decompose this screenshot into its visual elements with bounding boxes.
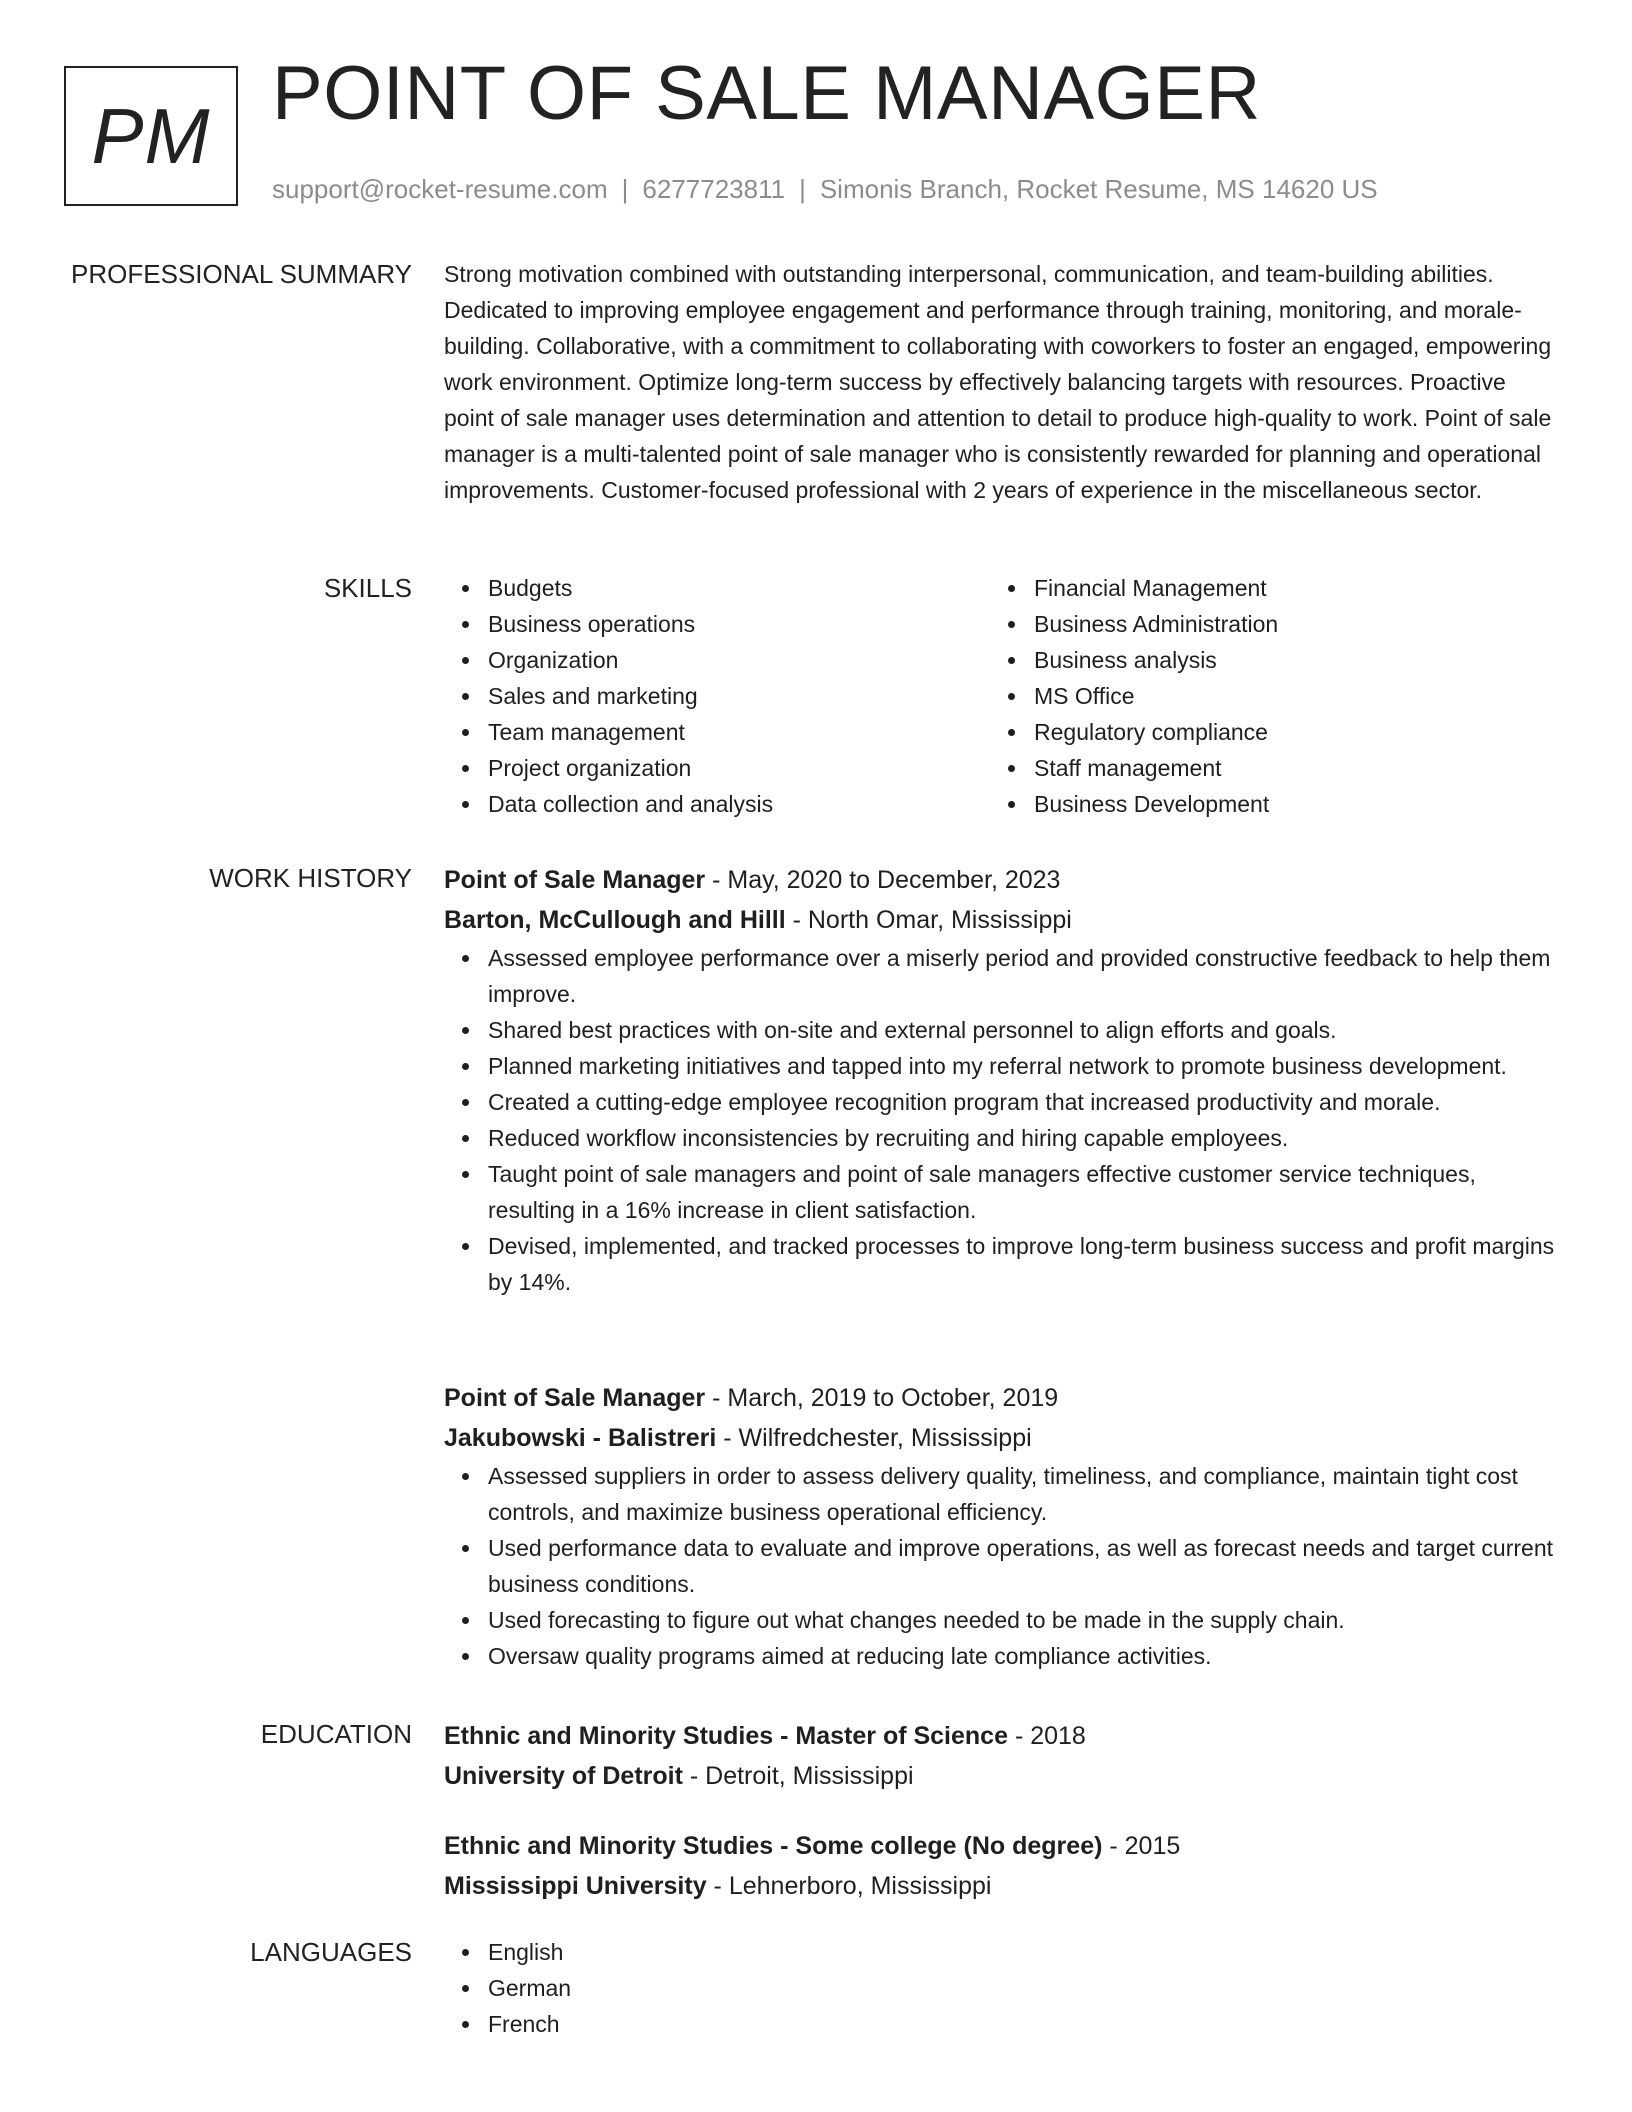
skill-item: Budgets [488, 570, 990, 606]
skill-item: Financial Management [1034, 570, 1536, 606]
contact-address: Simonis Branch, Rocket Resume, MS 14620 US [819, 174, 1378, 204]
skill-item: Organization [488, 642, 990, 678]
education-year: - 2018 [1008, 1722, 1086, 1750]
contact-separator: | [621, 174, 629, 204]
skill-item: Staff management [1034, 750, 1536, 786]
education-school: Mississippi University [444, 1872, 707, 1900]
education-school: University of Detroit [444, 1762, 683, 1790]
education-entry [444, 1826, 1560, 1906]
job-duty: Oversaw quality programs aimed at reducing late compliance activities. [488, 1638, 1560, 1674]
job-location: - Wilfredchester, Mississippi [716, 1424, 1032, 1452]
job-duty: Used performance data to evaluate and improve operations, as well as forecast needs and target current business conditions. [488, 1530, 1560, 1602]
job-company: Barton, McCullough and Hilll [444, 906, 786, 934]
summary-label: PROFESSIONAL SUMMARY [71, 259, 412, 289]
work-history-body-2 [444, 1378, 1560, 1674]
language-item: English [488, 1934, 1560, 1970]
job-title: Point of Sale Manager [444, 866, 706, 894]
contact-phone: 6277723811 [642, 174, 786, 204]
job-title: Point of Sale Manager [444, 1384, 706, 1412]
skills-body [444, 570, 1560, 822]
job-dates: - May, 2020 to December, 2023 [705, 866, 1061, 894]
skill-item: MS Office [1034, 678, 1536, 714]
job-duty: Reduced workflow inconsistencies by recruiting and hiring capable employees. [488, 1120, 1560, 1156]
job-duty: Taught point of sale managers and point of sale managers effective customer service techniques, resulting in a 16% increase in client satisfaction. [488, 1156, 1560, 1228]
skills-column-left [444, 570, 990, 822]
work-history-body [444, 860, 1560, 1300]
skills-label: SKILLS [323, 573, 412, 603]
job-title-line [444, 1378, 1560, 1418]
monogram-logo: PM [64, 66, 238, 206]
skill-item: Business Administration [1034, 606, 1536, 642]
job-duty: Used forecasting to figure out what changes needed to be made in the supply chain. [488, 1602, 1560, 1638]
job-duties-list [444, 1458, 1560, 1674]
education-degree-line [444, 1716, 1560, 1756]
education-degree: Ethnic and Minority Studies - Some college (No degree) [444, 1832, 1103, 1860]
job-duty: Assessed suppliers in order to assess delivery quality, timeliness, and compliance, maintain tight cost controls, and maximize business operational efficiency. [488, 1458, 1560, 1530]
skill-item: Project organization [488, 750, 990, 786]
summary-body [444, 256, 1560, 508]
skills-grid [444, 570, 1560, 822]
education-label: EDUCATION [260, 1719, 412, 1749]
job-company-line [444, 1418, 1560, 1458]
page-title: POINT OF SALE MANAGER [272, 51, 1261, 136]
language-item: German [488, 1970, 1560, 2006]
job-title-line [444, 860, 1560, 900]
skills-list-right [990, 570, 1536, 822]
education-location: - Lehnerboro, Mississippi [706, 1872, 992, 1900]
job-duties-list [444, 940, 1560, 1300]
job-duty: Planned marketing initiatives and tapped into my referral network to promote business development. [488, 1048, 1560, 1084]
skill-item: Team management [488, 714, 990, 750]
job-duty: Created a cutting-edge employee recognition program that increased productivity and morale. [488, 1084, 1560, 1120]
education-degree: Ethnic and Minority Studies - Master of Science [444, 1722, 1008, 1750]
education-entry [444, 1716, 1560, 1796]
languages-body [444, 1934, 1560, 2042]
job-duty: Assessed employee performance over a miserly period and provided constructive feedback to help them improve. [488, 940, 1560, 1012]
skills-list-left [444, 570, 990, 822]
summary-text: Strong motivation combined with outstanding interpersonal, communication, and team-building abilities. Dedicated to improving employee engagement and performance through training, monitoring, and morale-building. Collaborative, with a commitment to collaborating with coworkers to foster an engaged, empowering work environment. Optimize long-term success by effectively balancing targets with resources. Proactive point of sale manager uses determination and attention to detail to produce high-quality to work. Point of sale manager is a multi-talented point of sale manager who is consistently rewarded for planning and operational improvements. Customer-focused professional with 2 years of experience in the miscellaneous sector. [444, 261, 1552, 503]
contact-line [272, 174, 1378, 205]
contact-separator: | [799, 174, 806, 204]
skills-column-right [990, 570, 1536, 822]
skill-item: Business operations [488, 606, 990, 642]
languages-list [444, 1934, 1560, 2042]
skill-item: Regulatory compliance [1034, 714, 1536, 750]
work-history-label: WORK HISTORY [209, 863, 412, 893]
job-company: Jakubowski - Balistreri [444, 1424, 717, 1452]
job-dates: - March, 2019 to October, 2019 [705, 1384, 1059, 1412]
contact-email: support@rocket-resume.com [272, 174, 608, 204]
job-location: - North Omar, Mississippi [785, 906, 1072, 934]
job-entry [444, 1378, 1560, 1674]
skill-item: Business Development [1034, 786, 1536, 822]
education-body [444, 1716, 1560, 1936]
skill-item: Business analysis [1034, 642, 1536, 678]
education-degree-line [444, 1826, 1560, 1866]
skill-item: Sales and marketing [488, 678, 990, 714]
job-entry [444, 860, 1560, 1300]
education-location: - Detroit, Mississippi [682, 1762, 914, 1790]
education-school-line [444, 1866, 1560, 1906]
job-company-line [444, 900, 1560, 940]
job-duty: Shared best practices with on-site and external personnel to align efforts and goals. [488, 1012, 1560, 1048]
education-year: - 2015 [1102, 1832, 1181, 1860]
language-item: French [488, 2006, 1560, 2042]
education-school-line [444, 1756, 1560, 1796]
skill-item: Data collection and analysis [488, 786, 990, 822]
languages-label: LANGUAGES [250, 1937, 412, 1967]
job-duty: Devised, implemented, and tracked processes to improve long-term business success and profit margins by 14%. [488, 1228, 1560, 1300]
